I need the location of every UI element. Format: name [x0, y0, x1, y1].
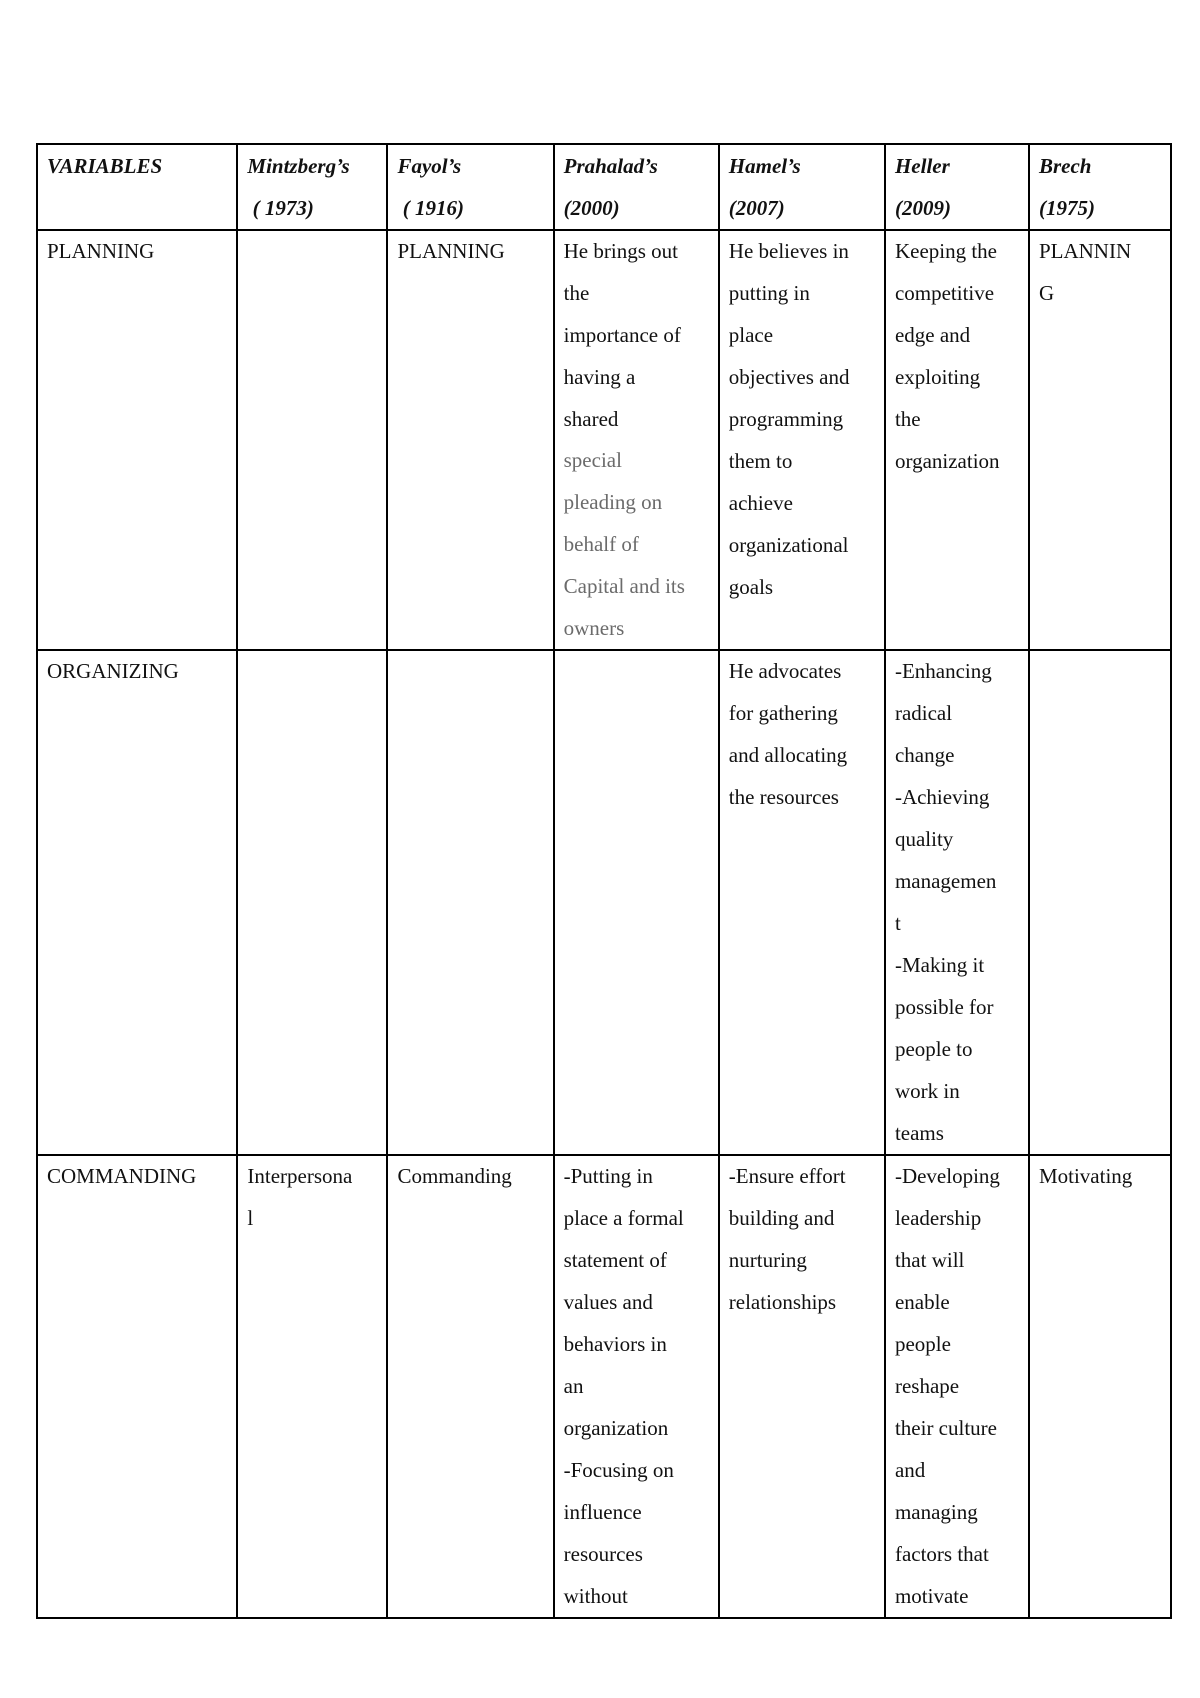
- cell-brech: Motivating: [1029, 1155, 1171, 1618]
- cell-fayol: PLANNING: [387, 230, 553, 650]
- cell-prahalad: -Putting in place a formal statement of values and behaviors in an organization -Focusing on influence resources without: [554, 1155, 719, 1618]
- cell-brech: [1029, 650, 1171, 1155]
- cell-prahalad: He brings out the importance of having a shared special pleading on behalf of Capital and its owners: [554, 230, 719, 650]
- cell-fayol: Commanding: [387, 1155, 553, 1618]
- cell-mintzberg: [237, 230, 387, 650]
- cell-hamel: He believes in putting in place objectives and programming them to achieve organizational goals: [719, 230, 885, 650]
- cell-heller: -Enhancing radical change -Achieving quality managemen t -Making it possible for people to work in teams: [885, 650, 1029, 1155]
- cell-heller: -Developing leadership that will enable people reshape their culture and managing factors that motivate: [885, 1155, 1029, 1618]
- cell-hamel: He advocates for gathering and allocating the resources: [719, 650, 885, 1155]
- cell-mintzberg: Interpersona l: [237, 1155, 387, 1618]
- table-row-commanding: [37, 1155, 1171, 1618]
- header-variables: VARIABLES: [37, 144, 237, 230]
- cell-brech: PLANNIN G: [1029, 230, 1171, 650]
- cell-variable: PLANNING: [37, 230, 237, 650]
- comparison-table: [36, 143, 1172, 1619]
- table-row-organizing: [37, 650, 1171, 1155]
- cell-variable: COMMANDING: [37, 1155, 237, 1618]
- cell-hamel: -Ensure effort building and nurturing relationships: [719, 1155, 885, 1618]
- cell-mintzberg: [237, 650, 387, 1155]
- header-row: [37, 144, 1171, 230]
- cell-heller: Keeping the competitive edge and exploiting the organization: [885, 230, 1029, 650]
- cell-variable: ORGANIZING: [37, 650, 237, 1155]
- cell-fayol: [387, 650, 553, 1155]
- header-heller: Heller (2009): [885, 144, 1029, 230]
- header-hamel: Hamel’s (2007): [719, 144, 885, 230]
- header-fayol: Fayol’s ( 1916): [387, 144, 553, 230]
- header-brech: Brech (1975): [1029, 144, 1171, 230]
- header-prahalad: Prahalad’s (2000): [554, 144, 719, 230]
- table-row-planning: [37, 230, 1171, 650]
- cell-prahalad: [554, 650, 719, 1155]
- header-mintzberg: Mintzberg’s ( 1973): [237, 144, 387, 230]
